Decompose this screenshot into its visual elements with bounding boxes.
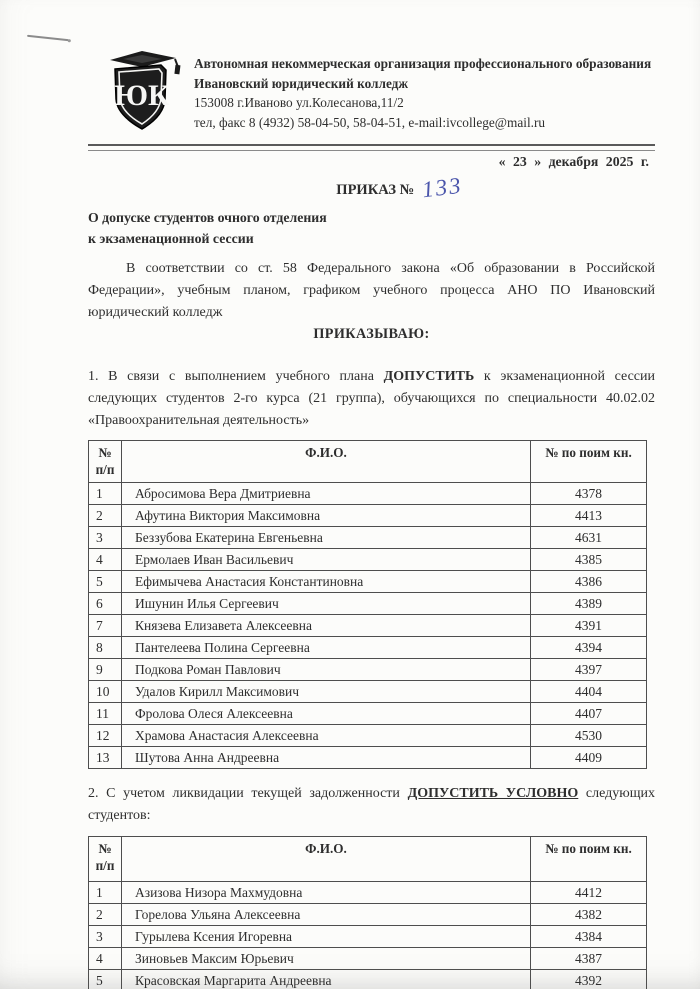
table-row [89, 483, 647, 505]
header-row-number: № п/п [89, 837, 122, 882]
row-number-cell: 9 [89, 659, 122, 681]
row-number-cell: 4 [89, 948, 122, 970]
org-name-line2: Ивановский юридический колледж [194, 75, 409, 91]
logo-monogram: ЮК [114, 79, 170, 112]
order-item-1 [88, 366, 655, 432]
row-number-cell: 1 [89, 483, 122, 505]
student-name-cell: Шутова Анна Андреевна [122, 747, 531, 769]
item2-text-prefix: 2. С учетом ликвидации текущей задолженности [88, 786, 408, 801]
student-name-cell: Беззубова Екатерина Евгеньевна [122, 527, 531, 549]
record-book-number-cell: 4385 [531, 549, 647, 571]
org-info [194, 50, 651, 132]
table-row [89, 571, 647, 593]
row-number-cell: 10 [89, 681, 122, 703]
record-book-number-cell: 4397 [531, 659, 647, 681]
table-row [89, 882, 647, 904]
record-book-number-cell: 4384 [531, 926, 647, 948]
student-name-cell: Храмова Анастасия Алексеевна [122, 725, 531, 747]
table-row [89, 659, 647, 681]
letterhead [88, 50, 655, 134]
admitted-students-table [88, 440, 647, 769]
student-name-cell: Ефимычева Анастасия Константиновна [122, 571, 531, 593]
order-item-2 [88, 783, 655, 827]
student-name-cell: Афутина Виктория Максимовна [122, 505, 531, 527]
table-body [89, 483, 647, 769]
item1-emphasis: ДОПУСТИТЬ [383, 369, 475, 384]
table-row [89, 970, 647, 989]
table-header [89, 837, 647, 882]
document-content [88, 0, 655, 989]
item2-emphasis: ДОПУСТИТЬ УСЛОВНО [407, 786, 579, 801]
order-date: « 23 » декабря 2025 г. [498, 154, 649, 169]
table-row [89, 747, 647, 769]
record-book-number-cell: 4412 [531, 882, 647, 904]
student-name-cell: Князева Елизавета Алексеевна [122, 615, 531, 637]
subject-line1: О допуске студентов очного отделения [88, 210, 327, 225]
row-number-cell: 11 [89, 703, 122, 725]
record-book-number-cell: 4631 [531, 527, 647, 549]
org-name-line1: Автономная некоммерческая организация профессионального образования [194, 56, 652, 71]
record-book-number-cell: 4404 [531, 681, 647, 703]
order-title [116, 172, 683, 203]
student-name-cell: Горелова Ульяна Алексеевна [122, 904, 531, 926]
table-row [89, 904, 647, 926]
student-name-cell: Пантелеева Полина Сергеевна [122, 637, 531, 659]
table-row [89, 926, 647, 948]
item1-text-suffix: к экзаменационной сессии следующих студентов 2-го курса (21 группа), обучающихся по специальности 40.02.02 «Правоохранительная деятельность» [88, 369, 656, 428]
row-number-cell: 4 [89, 549, 122, 571]
record-book-number-cell: 4409 [531, 747, 647, 769]
row-number-cell: 2 [89, 505, 122, 527]
table-row [89, 948, 647, 970]
item2-text-suffix: следующих студентов: [88, 786, 656, 823]
student-name-cell: Красовская Маргарита Андреевна [122, 970, 531, 989]
row-number-cell: 8 [89, 637, 122, 659]
header-row-number: № п/п [89, 441, 122, 483]
table-body [89, 882, 647, 989]
table-header [89, 441, 647, 483]
order-title-label: ПРИКАЗ № [336, 182, 415, 198]
record-book-number-cell: 4413 [531, 505, 647, 527]
student-name-cell: Удалов Кирилл Максимович [122, 681, 531, 703]
college-logo [104, 50, 182, 134]
table-row [89, 703, 647, 725]
row-number-cell: 7 [89, 615, 122, 637]
record-book-number-cell: 4394 [531, 637, 647, 659]
header-record-book: № по поим кн. [531, 837, 647, 882]
record-book-number-cell: 4407 [531, 703, 647, 725]
table-row [89, 615, 647, 637]
student-name-cell: Абросимова Вера Дмитриевна [122, 483, 531, 505]
table-row [89, 527, 647, 549]
subject-line2: к экзаменационной сессии [88, 231, 254, 246]
record-book-number-cell: 4382 [531, 904, 647, 926]
row-number-cell: 13 [89, 747, 122, 769]
record-book-number-cell: 4392 [531, 970, 647, 989]
student-name-cell: Гурылева Ксения Игоревна [122, 926, 531, 948]
student-name-cell: Ишунин Илья Сергеевич [122, 593, 531, 615]
record-book-number-cell: 4378 [531, 483, 647, 505]
college-logo-icon [104, 50, 182, 134]
record-book-number-cell: 4530 [531, 725, 647, 747]
student-name-cell: Азизова Низора Махмудовна [122, 882, 531, 904]
intro-paragraph: В соответствии со ст. 58 Федерального закона «Об образовании в Российской Федерации», учебным планом, графиком учебного процесса АНО ПО Ивановский юридический колледж [88, 261, 655, 320]
row-number-cell: 12 [89, 725, 122, 747]
table-row [89, 637, 647, 659]
row-number-cell: 2 [89, 904, 122, 926]
row-number-cell: 3 [89, 527, 122, 549]
row-number-cell: 3 [89, 926, 122, 948]
conditionally-admitted-students-table [88, 836, 647, 989]
student-name-cell: Фролова Олеся Алексеевна [122, 703, 531, 725]
student-name-cell: Подкова Роман Павлович [122, 659, 531, 681]
table-row [89, 549, 647, 571]
org-address: 153008 г.Иваново ул.Колесанова,11/2 [194, 95, 404, 110]
table-row [89, 505, 647, 527]
student-name-cell: Зиновьев Максим Юрьевич [122, 948, 531, 970]
item1-text-prefix: 1. В связи с выполнением учебного плана [88, 369, 384, 384]
header-record-book: № по поим кн. [531, 441, 647, 483]
record-book-number-cell: 4391 [531, 615, 647, 637]
record-book-number-cell: 4386 [531, 571, 647, 593]
resolution-heading: ПРИКАЗЫВАЮ: [313, 326, 430, 342]
table-row [89, 725, 647, 747]
table-row [89, 593, 647, 615]
order-subject [88, 207, 655, 249]
row-number-cell: 5 [89, 970, 122, 989]
row-number-cell: 1 [89, 882, 122, 904]
student-name-cell: Ермолаев Иван Васильевич [122, 549, 531, 571]
row-number-cell: 6 [89, 593, 122, 615]
org-contacts: тел, факс 8 (4932) 58-04-50, 58-04-51, e-mail:ivcollege@mail.ru [194, 114, 546, 130]
scan-artifact-line [27, 35, 69, 41]
table-row [89, 681, 647, 703]
header-student-name: Ф.И.О. [122, 441, 531, 483]
row-number-cell: 5 [89, 571, 122, 593]
letterhead-divider [88, 144, 655, 151]
header-student-name: Ф.И.О. [122, 837, 531, 882]
order-number-handwritten: 133 [420, 172, 465, 203]
record-book-number-cell: 4389 [531, 593, 647, 615]
record-book-number-cell: 4387 [531, 948, 647, 970]
